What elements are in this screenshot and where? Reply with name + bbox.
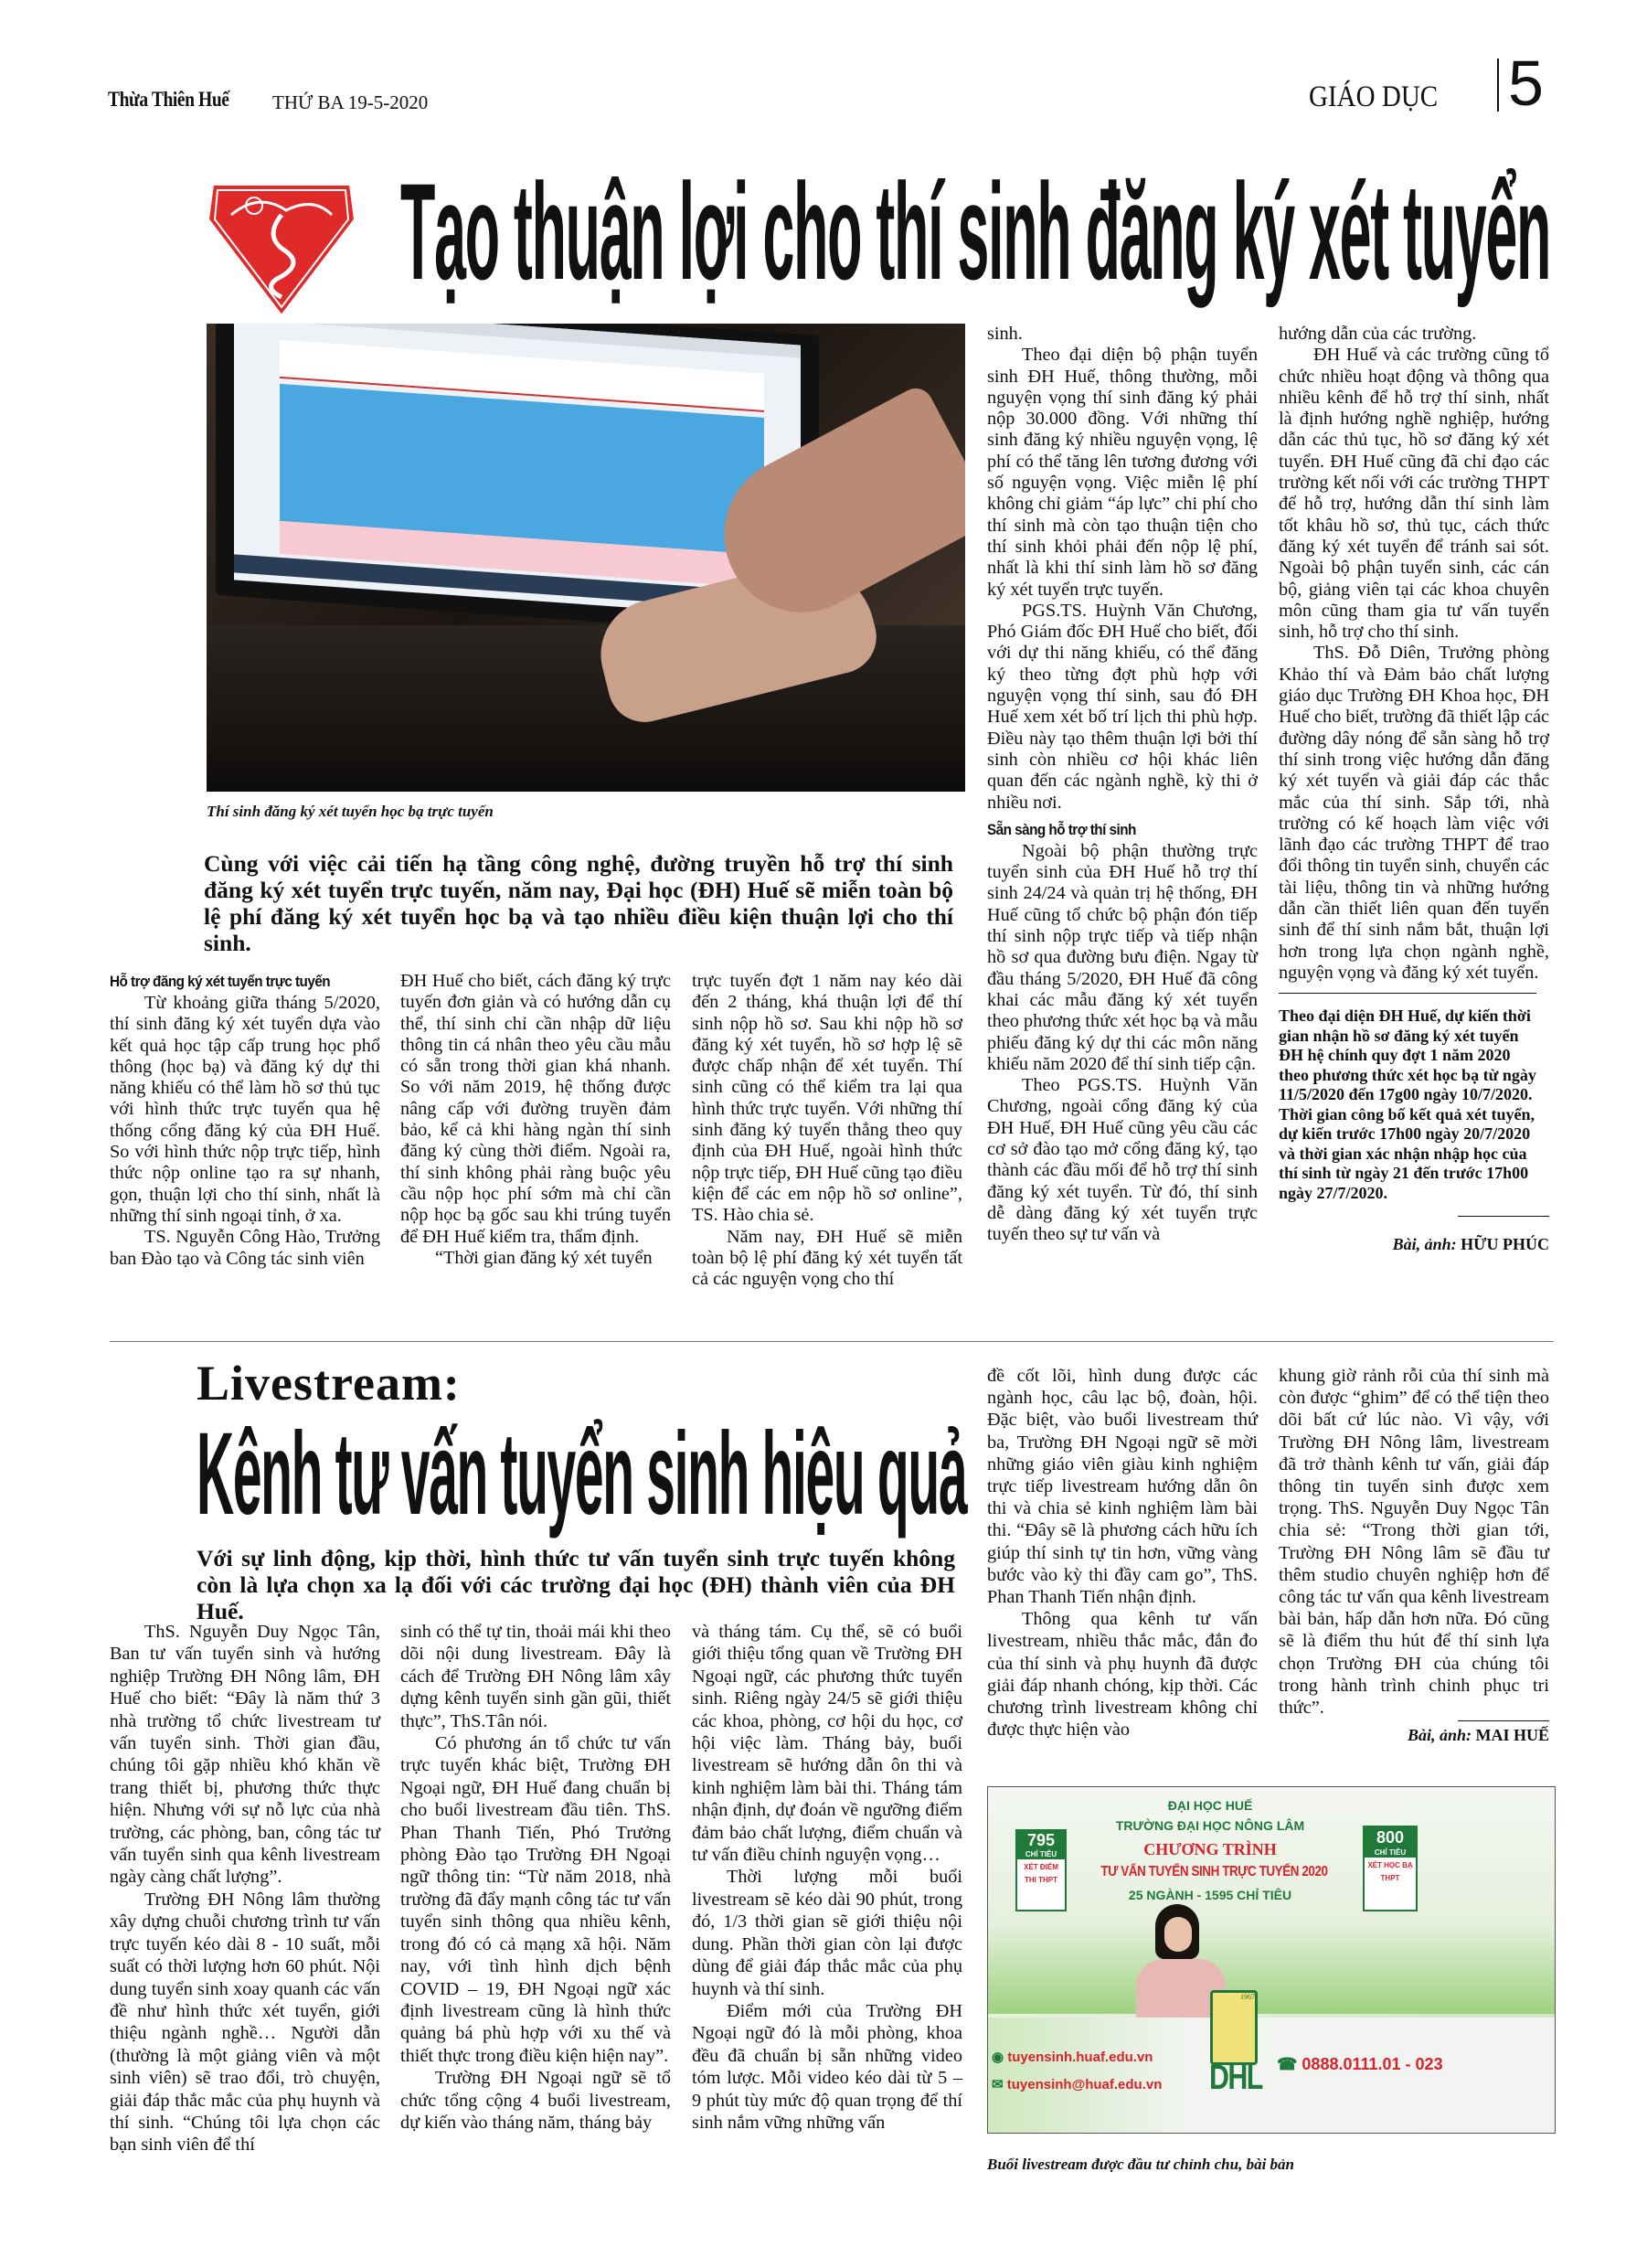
- article2-column-5: [1279, 1365, 1549, 1746]
- byline-author: HỮU PHÚC: [1461, 1235, 1549, 1254]
- quota-box-right: [1363, 1826, 1418, 1911]
- article2-column-4: [987, 1365, 1258, 1741]
- livestream-photo: [987, 1786, 1556, 2134]
- quota-label: CHỈ TIÊU: [1365, 1847, 1416, 1858]
- issue-date: THỨ BA 19-5-2020: [272, 91, 429, 113]
- newspaper-name: Thừa Thiên Huế: [108, 88, 229, 111]
- laptop-screen: [234, 324, 801, 620]
- paragraph: Trường ĐH Nông lâm thường xây dựng chuỗi chương trình tư vấn trực tuyến kéo dài 8 - 10 suất, mỗi suất có thời lượng hơn 60 phút. Nội dung tuyển sinh xoay quanh các vấn đề như hình thức xét tuyển, giới thiệu ngành nghề… Người dẫn (thường là một giảng viên và một sinh viên) sẽ trao đổi, trò chuyện, giải đáp thắc mắc của phụ huynh và thí sinh. “Chúng tôi lựa chọn các bạn sinh viên để thí: [110, 1889, 380, 2156]
- info-box: Theo đại diện ĐH Huế, dự kiến thời gian nhận hồ sơ đăng ký xét tuyển ĐH hệ chính quy đợt 1 năm 2020 theo phương thức xét học bạ từ ngày 11/5/2020 đến 17g00 ngày 10/7/2020. Thời gian công bố kết quả xét tuyển, dự kiến trước 17h00 ngày 20/7/2020 và thời gian xác nhận nhập học của thí sinh từ ngày 21 đến trước 17h00 ngày 27/7/2020.: [1279, 993, 1536, 1203]
- email: tuyensinh@huaf.edu.vn: [1006, 2077, 1163, 2092]
- school-emblem: [1210, 1990, 1258, 2065]
- paragraph: TS. Nguyễn Công Hào, Trưởng ban Đào tạo và Công tác sinh viên: [110, 1227, 380, 1269]
- article-photo-laptop: [207, 324, 965, 792]
- phone: 0888.0111.01 - 023: [1302, 2055, 1443, 2073]
- article1-column-3: [692, 971, 962, 1290]
- emblem-year: 1967: [1240, 1993, 1255, 2001]
- article1-column-4: [987, 324, 1258, 1245]
- paragraph: trực tuyến đợt 1 năm nay kéo dài đến 2 tháng, khá thuận lợi để thí sinh nộp hồ sơ. Sau khi nộp hồ sơ đăng ký xét tuyển, hồ sơ hợp lệ sẽ được chấp nhận để xét tuyển. Thí sinh cũng có thể kiểm tra lại qua hình thức trực tuyến. Với những thí sinh đăng ký tuyển thẳng theo quy định của ĐH Huế, ngoài hình thức nộp trực tiếp, ĐH Huế cũng tạo điều kiện để các em nộp hồ sơ online”, TS. Hào chia sẻ.: [692, 971, 962, 1226]
- paragraph: Ngoài bộ phận thường trực tuyển sinh của ĐH Huế hỗ trợ thí sinh 24/24 và quản trị hệ thống, ĐH Huế cũng tổ chức bộ phận đón tiếp thí sinh nộp trực tiếp và tiếp nhận hồ sơ qua đường bưu điện. Ngay từ đầu tháng 5/2020, ĐH Huế đã công khai các mẫu đăng ký xét tuyển theo phương thức xét học bạ và mẫu phiếu đăng ký dự thi các môn năng khiếu năm 2020 để thí sinh tiếp cận.: [987, 840, 1258, 1074]
- paragraph: sinh.: [987, 324, 1023, 344]
- website-text: [992, 2049, 1153, 2065]
- paragraph: Có phương án tổ chức tư vấn trực tuyến khác biệt, Trường ĐH Ngoại ngữ, ĐH Huế đang chuẩn bị cho buổi livestream đầu tiên. ThS. Phan Thanh Tiến, Phó Trưởng phòng Đào tạo Trường ĐH Ngoại ngữ thông tin: “Từ năm 2018, nhà trường đã đẩy mạnh công tác tư vấn tuyển sinh thông qua nhiều kênh, trong đó có cả mạng xã hội. Năm nay, với tình hình dịch bệnh COVID – 19, ĐH Ngoại ngữ xác định livestream cũng là hình thức quảng bá phù hợp với xu thế và thiết thực trong điều kiện hiện nay”.: [400, 1733, 671, 2066]
- subheading: Sẵn sàng hỗ trợ thí sinh: [987, 820, 1136, 838]
- quota-desc: XÉT HỌC BẠ THPT: [1367, 1861, 1413, 1882]
- photo-caption: Thí sinh đăng ký xét tuyển học bạ trực tuyến: [207, 803, 494, 820]
- banner-line: TRƯỜNG ĐẠI HỌC NÔNG LÂM: [1115, 1818, 1305, 1833]
- paragraph: Theo đại diện bộ phận tuyển sinh ĐH Huế, thông thường, mỗi nguyện vọng thí sinh đăng ký phải nộp 30.000 đồng. Với những thí sinh đăng ký nhiều nguyện vọng, lệ phí có thể tăng lên tương đương với số nguyện vọng. Việc miễn lệ phí không chỉ giảm “áp lực” chi phí cho thí sinh mà còn tạo thuận tiện cho thí sinh khỏi phải đến nộp lệ phí, nhất là khi thí sinh làm hồ sơ đăng ký xét tuyển trực tuyến.: [987, 345, 1258, 600]
- byline-label: Bài, ảnh:: [1407, 1726, 1472, 1745]
- byline-label: Bài, ảnh:: [1392, 1235, 1457, 1254]
- quota-number: 800: [1365, 1827, 1416, 1847]
- divider: [1497, 59, 1499, 112]
- banner-line: CHƯƠNG TRÌNH: [1143, 1840, 1277, 1858]
- banner-title: TƯ VẤN TUYỂN SINH TRỰC TUYẾN 2020: [1100, 1864, 1328, 1879]
- paragraph: Năm nay, ĐH Huế sẽ miễn toàn bộ lệ phí đăng ký xét tuyển tất cả các nguyện vọng cho thí: [692, 1226, 962, 1290]
- section-divider: [110, 1341, 1554, 1342]
- banner-line: ĐẠI HỌC HUẾ: [1167, 1798, 1253, 1813]
- article2-column-2: [400, 1621, 671, 2134]
- paragraph: đề cốt lõi, hình dung được các ngành học, câu lạc bộ, đoàn, hội. Đặc biệt, vào buổi livestream thứ ba, Trường ĐH Ngoại ngữ sẽ mời những giáo viên giàu kinh nghiệm trực tiếp livestream hướng dẫn ôn thi và chia sẻ kinh nghiệm làm bài thi. “Đây sẽ là phương cách hữu ích giúp thí sinh tự tin hơn, vững vàng bước vào kỳ thi đầy cam go”, ThS. Phan Thanh Tiến nhận định.: [987, 1366, 1258, 1608]
- section-name: GIÁO DỤC: [1309, 80, 1439, 113]
- website: tuyensinh.huaf.edu.vn: [1007, 2050, 1153, 2065]
- desk-banner: [988, 2018, 1555, 2133]
- article-title: Tạo thuận lợi cho thí sinh đăng ký xét tuyển: [400, 154, 1551, 308]
- phone-icon: ☎: [1277, 2055, 1302, 2073]
- paragraph: Theo PGS.TS. Huỳnh Văn Chương, ngoài cổng đăng ký của ĐH Huế, ĐH Huế cũng yêu cầu các cơ sở đào tạo mở cổng đăng ký, tạo thành các đầu mối để hỗ trợ thí sinh đăng ký xét tuyển. Từ đó, thí sinh dễ dàng đăng ký xét tuyển trực tuyến theo sự tư vấn và: [987, 1075, 1258, 1245]
- article-title: Kênh tư vấn tuyển sinh hiệu quả: [197, 1409, 967, 1539]
- quota-desc: XÉT ĐIỂM THI THPT: [1024, 1863, 1058, 1884]
- paragraph: PGS.TS. Huỳnh Văn Chương, Phó Giám đốc ĐH Huế cho biết, đối với dự thi năng khiếu, có thể đăng ký theo từng đợt phù hợp với nguyện vọng thí sinh, sau đó ĐH Huế xem xét bố trí lịch thi phù hợp. Điều này tạo thêm thuận lợi bởi thí sinh còn nhiều cơ hội khác liên quan đến các ngành nghề, kỳ thi ở nhiều nơi.: [987, 600, 1258, 813]
- phone-text: [1277, 2055, 1443, 2074]
- article1-column-5: [1279, 324, 1549, 1256]
- byline: [1279, 1216, 1549, 1255]
- paragraph: sinh có thể tự tin, thoải mái khi theo dõi nội dung livestream. Đây là cách để Trường ĐH Nông lâm xây dựng kênh tuyển sinh gần gũi, thiết thực”, ThS.Tân nói.: [400, 1622, 671, 1731]
- paragraph: ThS. Đỗ Diên, Trưởng phòng Khảo thí và Đảm bảo chất lượng giáo dục Trường ĐH Khoa học, ĐH Huế cho biết, trường đã thiết lập các đường dây nóng để sẵn sàng hỗ trợ thí sinh trong việc hướng dẫn đăng ký xét tuyển và giải đáp các thắc mắc của thí sinh. Sắp tới, nhà trường có kế hoạch làm việc với lãnh đạo các trường THPT để trao đổi thông tin tuyển sinh, chuyển các tài liệu, thông tin và những hướng dẫn cần thiết liên quan đến tuyển sinh để thí sinh nắm bắt, thuận lợi hơn trong lựa chọn ngành nghề, nguyện vọng và đăng ký xét tuyển.: [1279, 643, 1549, 983]
- article-kicker: Livestream:: [197, 1356, 461, 1411]
- article-lead: Với sự linh động, kịp thời, hình thức tư vấn tuyển sinh trực tuyến không còn là lựa chọn xa lạ đối với các trường đại học (ĐH) thành viên của ĐH Huế.: [197, 1545, 955, 1624]
- mail-icon: ✉: [992, 2077, 1007, 2092]
- article2-column-1: [110, 1621, 380, 2156]
- article2-column-3: [692, 1621, 962, 2134]
- quota-label: CHỈ TIÊU: [1017, 1849, 1065, 1859]
- paragraph: và tháng tám. Cụ thể, sẽ có buổi giới thiệu tổng quan về Trường ĐH Ngoại ngữ, các phương thức tuyển sinh. Riêng ngày 24/5 sẽ giới thiệu các khoa, phòng, cơ hội du học, cơ hội việc làm. Tháng bảy, buổi livestream sẽ hướng dẫn ôn thi và kinh nghiệm làm bài thi. Tháng tám nhận định, dự đoán về ngưỡng điểm đảm bảo chất lượng, điểm chuẩn và tư vấn điều chỉnh nguyện vọng…: [692, 1622, 962, 1866]
- globe-icon: ◉: [992, 2050, 1008, 2065]
- article1-column-1: [110, 971, 380, 1270]
- page-number: 5: [1508, 48, 1544, 119]
- quota-number: 795: [1017, 1831, 1065, 1849]
- paragraph: khung giờ rảnh rỗi của thí sinh mà còn được “ghim” để có thể tiện theo dõi bất cứ lúc nào. Vì vậy, với Trường ĐH Nông lâm, livestream đã trở thành kênh tư vấn, giải đáp thông tin tuyển sinh được xem trọng. ThS. Nguyễn Duy Ngọc Tân chia sẻ: “Trong thời gian tới, Trường ĐH Nông lâm sẽ đầu tư thêm studio chuyên nghiệp hơn để công tác tư vấn qua kênh livestream bài bản, hấp dẫn hơn nữa. Đó cũng sẽ là điểm thu hút để thí sinh lựa chọn Trường ĐH của chúng tôi trong hành trình chinh phục tri thức”.: [1279, 1366, 1549, 1719]
- paragraph: Từ khoảng giữa tháng 5/2020, thí sinh đăng ký xét tuyển dựa vào kết quả học tập cấp trung học phổ thông (học bạ) và đăng ký dự thi năng khiếu có thể làm hồ sơ thủ tục với hình thức trực tuyến qua hệ thống cổng đăng ký của ĐH Huế. So với hình thức nộp trực tiếp, hình thức nộp online tạo ra sự nhanh, gọn, thuận lợi cho thí sinh, nhất là những thí sinh ngoại tỉnh, ở xa.: [110, 993, 380, 1226]
- article-lead: Cùng với việc cải tiến hạ tầng công nghệ, đường truyền hỗ trợ thí sinh đăng ký xét tuyển trực tuyến, năm nay, Đại học (ĐH) Huế sẽ miễn toàn bộ lệ phí đăng ký xét tuyển học bạ và tạo nhiều điều kiện thuận lợi cho thí sinh.: [204, 850, 953, 956]
- subheading: Hỗ trợ đăng ký xét tuyển trực tuyến: [110, 973, 331, 990]
- hue-university-logo: [204, 174, 359, 320]
- paragraph: hướng dẫn của các trường.: [1279, 324, 1477, 344]
- email-text: [992, 2076, 1162, 2092]
- paragraph: “Thời gian đăng ký xét tuyển: [435, 1247, 653, 1268]
- paragraph: ĐH Huế và các trường cũng tổ chức nhiều hoạt động và thông qua nhiều kênh để hỗ trợ thí sinh, nhất là định hướng nghề nghiệp, hướng dẫn các thủ tục, hồ sơ đăng ký xét tuyển. ĐH Huế cũng đã chỉ đạo các trường kết nối với các trường THPT để hỗ trợ, hướng dẫn thí sinh làm tốt khâu hồ sơ, thủ tục, cách thức đăng ký xét tuyển để tránh sai sót. Ngoài bộ phận tuyển sinh, các cán bộ, giảng viên tại các khoa chuyên môn cũng tham gia tư vấn tuyển sinh, hỗ trợ cho thí sinh.: [1279, 345, 1549, 643]
- quota-box-left: [1015, 1829, 1067, 1911]
- paragraph: Thời lượng mỗi buổi livestream sẽ kéo dài 90 phút, trong đó, 1/3 thời gian sẽ giới thiệu nội dung. Phần thời gian còn lại được dùng để giải đáp thắc mắc của phụ huynh và thí sinh.: [692, 1867, 962, 1999]
- article1-column-2: [400, 971, 671, 1269]
- paragraph: ĐH Huế cho biết, cách đăng ký trực tuyến đơn giản và có hướng dẫn cụ thể, thí sinh chỉ cần nhập dữ liệu thông tin cá nhân theo yêu cầu mẫu có sẵn trong thời gian khá nhanh. So với năm 2019, hệ thống được nâng cấp với đường truyền đảm bảo, kể cả khi hàng ngàn thí sinh đăng ký cùng thời điểm. Ngoài ra, thí sinh không phải ràng buộc yêu cầu nộp học phí sớm mà chỉ cần nộp học bạ gốc sau khi trúng tuyển để ĐH Huế kiểm tra, thẩm định.: [400, 971, 671, 1247]
- paragraph: ThS. Nguyễn Duy Ngọc Tân, Ban tư vấn tuyển sinh và hướng nghiệp Trường ĐH Nông lâm, ĐH Huế cho biết: “Đây là năm thứ 3 nhà trường tổ chức livestream tư vấn tuyển sinh. Thời gian đầu, chúng tôi gặp nhiều khó khăn về trang thiết bị, phương thức thực hiện. Nhưng với sự nỗ lực của nhà trường, các phòng, ban, công tác tư vấn tuyển sinh qua kênh livestream ngày càng chất lượng”.: [110, 1622, 380, 1888]
- banner-line: 25 NGÀNH - 1595 CHỈ TIÊU: [1128, 1888, 1292, 1902]
- byline: [1279, 1720, 1549, 1746]
- paragraph: Điểm mới của Trường ĐH Ngoại ngữ đó là mỗi phòng, khoa đều đã chuẩn bị sẵn những video tóm lược. Mỗi video kéo dài từ 5 – 9 phút tùy mức độ quan trọng để thí sinh nắm vững những vấn: [692, 2000, 962, 2133]
- presenter-face: [1164, 1917, 1192, 1952]
- paragraph: Thông qua kênh tư vấn livestream, nhiều thắc mắc, đắn đo của thí sinh và phụ huynh đã được giải đáp nhanh chóng, kịp thời. Các chương trình livestream không chỉ được thực hiện vào: [987, 1609, 1258, 1741]
- paragraph: Trường ĐH Ngoại ngữ sẽ tổ chức tổng cộng 4 buổi livestream, dự kiến vào tháng năm, tháng bảy: [400, 2068, 671, 2133]
- byline-author: MAI HUẾ: [1475, 1726, 1549, 1745]
- photo-caption: Buổi livestream được đầu tư chỉnh chu, bài bản: [987, 2156, 1295, 2173]
- dhl-logo: DHL: [1209, 2059, 1262, 2097]
